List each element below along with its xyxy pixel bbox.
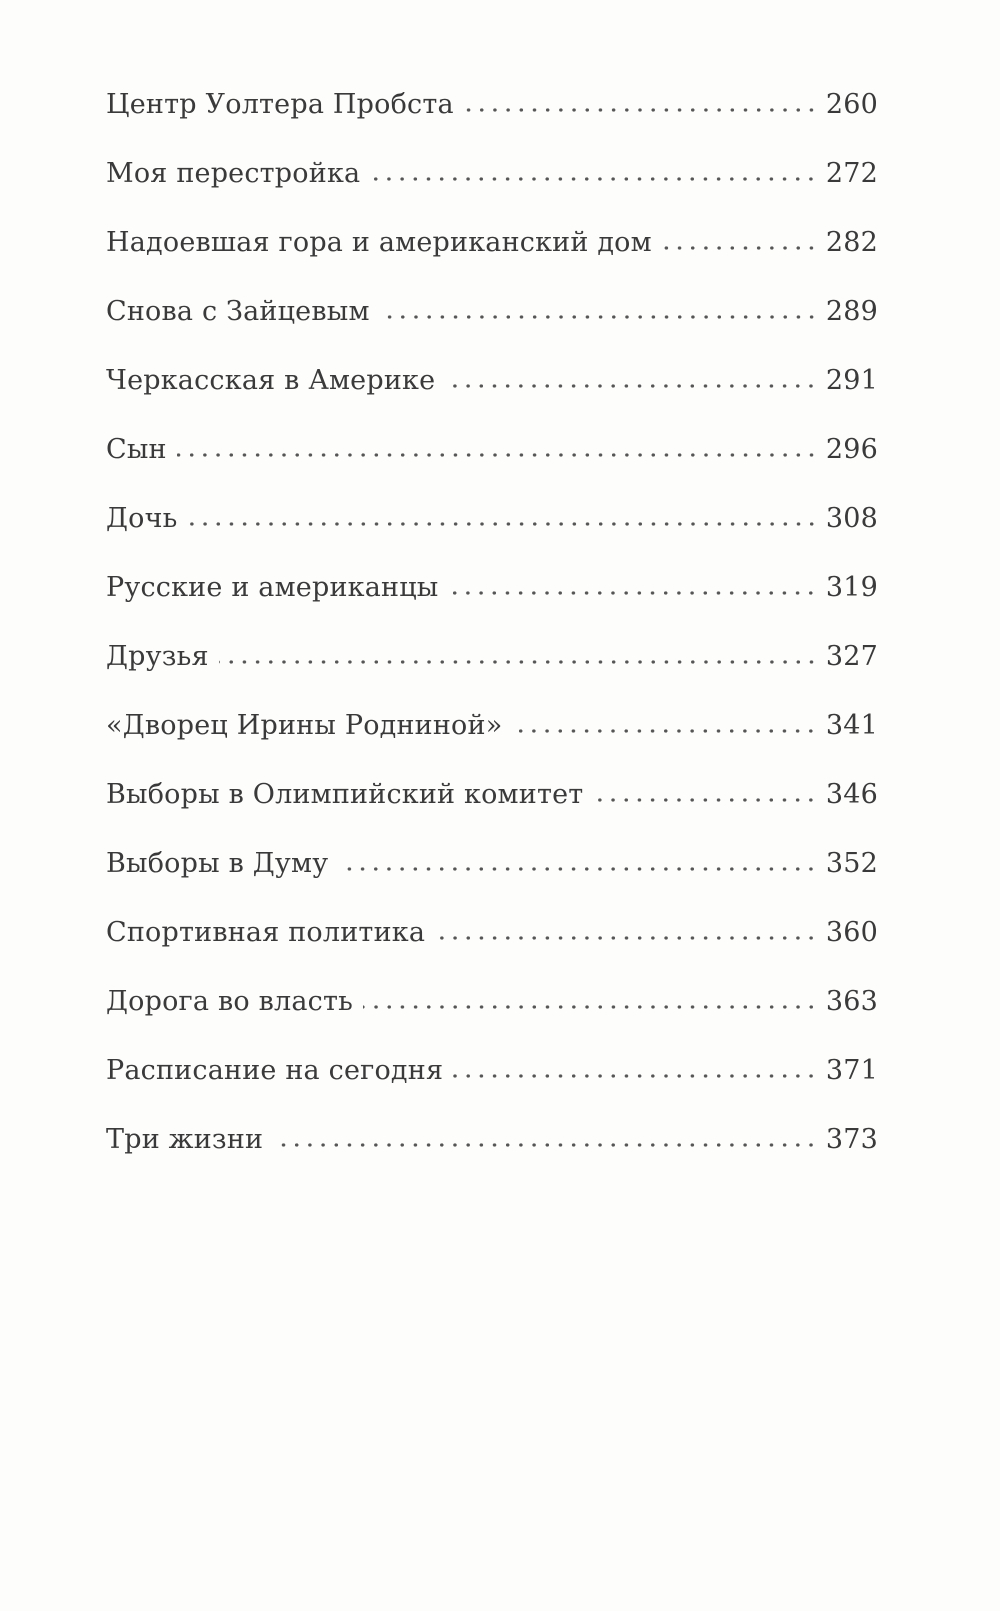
toc-entry [106, 147, 878, 216]
toc-entry-page: 289 [825, 296, 878, 327]
toc-entry-page: 296 [825, 434, 878, 465]
toc-entry-title: Расписание на сегодня [106, 1055, 444, 1086]
toc-entry-title: Друзья [106, 641, 209, 672]
toc-entry-page: 327 [825, 641, 878, 672]
toc-entry-title: Три жизни [106, 1124, 264, 1155]
toc-entry [106, 1044, 878, 1113]
toc-entry-title: Сын [106, 434, 167, 465]
toc-entry-title: Черкасская в Америке [106, 365, 436, 396]
dot-leader [370, 176, 818, 182]
toc-entry [106, 216, 878, 285]
toc-entry-page: 260 [825, 89, 878, 120]
toc-entry-page: 272 [825, 158, 878, 189]
dot-leader [512, 728, 817, 734]
dot-leader [445, 383, 818, 389]
dot-leader [363, 1004, 818, 1010]
toc-entry [106, 906, 878, 975]
toc-entry-title: Выборы в Думу [106, 848, 329, 879]
toc-entry-page: 360 [825, 917, 878, 948]
dot-leader [219, 659, 818, 665]
toc-entry-title: Русские и американцы [106, 572, 439, 603]
toc-entry-page: 282 [825, 227, 878, 258]
toc-entry [106, 78, 878, 147]
toc-entry-title: Дорога во власть [106, 986, 354, 1017]
toc-entry-title: Центр Уолтера Пробста [106, 89, 454, 120]
toc-entry [106, 975, 878, 1044]
toc-entry [106, 630, 878, 699]
dot-leader [448, 590, 817, 596]
toc-entry-page: 346 [825, 779, 878, 810]
toc-entry [106, 837, 878, 906]
toc-entry-page: 308 [825, 503, 878, 534]
dot-leader [453, 1073, 818, 1079]
toc-entry [106, 561, 878, 630]
dot-leader [273, 1142, 818, 1148]
dot-leader [188, 521, 818, 527]
toc-entry-title: «Дворец Ирины Родниной» [106, 710, 503, 741]
toc-entry [106, 492, 878, 561]
toc-entry-page: 363 [825, 986, 878, 1017]
dot-leader [662, 245, 818, 251]
toc-entry-page: 291 [825, 365, 878, 396]
toc-entry [106, 285, 878, 354]
dot-leader [338, 866, 818, 872]
toc-entry-title: Снова с Зайцевым [106, 296, 370, 327]
table-of-contents [106, 78, 878, 1182]
toc-entry-title: Выборы в Олимпийский комитет [106, 779, 584, 810]
toc-entry-page: 319 [825, 572, 878, 603]
toc-entry-title: Надоевшая гора и американский дом [106, 227, 652, 258]
toc-entry [106, 768, 878, 837]
toc-entry-page: 371 [825, 1055, 878, 1086]
dot-leader [593, 797, 817, 803]
toc-entry-page: 373 [825, 1124, 878, 1155]
toc-entry-title: Спортивная политика [106, 917, 426, 948]
toc-entry-title: Дочь [106, 503, 178, 534]
toc-entry-title: Моя перестройка [106, 158, 361, 189]
dot-leader [380, 314, 818, 320]
toc-entry-page: 341 [825, 710, 878, 741]
toc-entry-page: 352 [825, 848, 878, 879]
toc-entry [106, 423, 878, 492]
toc-entry [106, 1113, 878, 1182]
dot-leader [464, 107, 818, 113]
toc-entry [106, 354, 878, 423]
dot-leader [177, 452, 818, 458]
toc-entry [106, 699, 878, 768]
dot-leader [435, 935, 818, 941]
